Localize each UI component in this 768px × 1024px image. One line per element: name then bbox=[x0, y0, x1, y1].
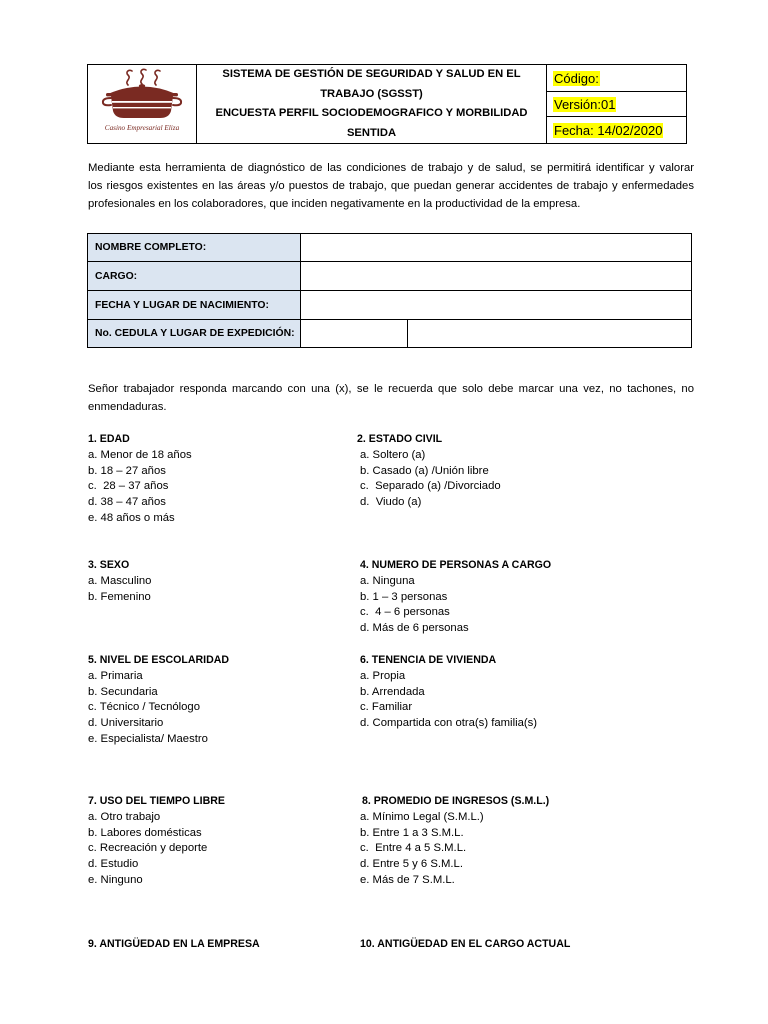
identification-row-nacimiento bbox=[88, 291, 692, 320]
nombre-completo-label: NOMBRE COMPLETO: bbox=[88, 234, 301, 262]
question-title: 8. PROMEDIO DE INGRESOS (S.M.L.) bbox=[362, 795, 550, 807]
pot-lid bbox=[108, 87, 176, 95]
question-estado-civil bbox=[357, 432, 501, 511]
option-item: b. 1 – 3 personas bbox=[360, 590, 448, 603]
option-item: b. 18 – 27 años bbox=[88, 464, 166, 477]
option-item: c. Recreación y deporte bbox=[88, 842, 208, 855]
question-title: 1. EDAD bbox=[88, 433, 130, 445]
option-item: a. Propia bbox=[360, 669, 406, 682]
option-item: c. Separado (a) /Divorciado bbox=[360, 480, 501, 493]
cedula-number-value bbox=[301, 320, 408, 348]
intro-line: Mediante esta herramienta de diagnóstico de las condiciones de trabajo y de salud, se permitirá identificar y valorar bbox=[88, 162, 694, 174]
question-title: 2. ESTADO CIVIL bbox=[357, 433, 443, 445]
company-logo bbox=[98, 66, 186, 140]
option-item: c. Técnico / Tecnólogo bbox=[88, 701, 200, 714]
option-item: d. 38 – 47 años bbox=[88, 496, 166, 509]
question-title: 6. TENENCIA DE VIVIENDA bbox=[360, 654, 497, 666]
option-item: b. Entre 1 a 3 S.M.L. bbox=[360, 826, 464, 839]
document-subtitle: ENCUESTA PERFIL SOCIODEMOGRAFICO Y MORBILIDAD SENTIDA bbox=[215, 107, 528, 139]
pot-handle-right bbox=[173, 98, 181, 105]
option-item: e. Más de 7 S.M.L. bbox=[360, 873, 455, 886]
option-item: e. Ninguno bbox=[88, 873, 143, 886]
document-version-row bbox=[547, 92, 686, 117]
question-antiguedad-empresa bbox=[88, 937, 260, 953]
intro-line: profesionales en los colaboradores, que inciden negativamente en la productividad de la empresa. bbox=[88, 198, 581, 210]
question-title: 9. ANTIGÜEDAD EN LA EMPRESA bbox=[88, 938, 260, 950]
question-title: 10. ANTIGÜEDAD EN EL CARGO ACTUAL bbox=[360, 938, 571, 950]
identification-row-cedula bbox=[88, 320, 692, 348]
steam-swirl bbox=[127, 70, 132, 85]
question-personas-a-cargo bbox=[360, 558, 551, 637]
question-edad bbox=[88, 432, 192, 527]
pot-stripe bbox=[112, 101, 172, 103]
document-title: SISTEMA DE GESTIÓN DE SEGURIDAD Y SALUD EN EL TRABAJO (SGSST) bbox=[222, 68, 521, 100]
question-sexo bbox=[88, 558, 151, 605]
logo-text: Casino Empresarial Eliza bbox=[104, 124, 180, 132]
option-item: b. Labores domésticas bbox=[88, 826, 202, 839]
instructions-line: enmendaduras. bbox=[88, 401, 167, 413]
cedula-lugar-expedicion-value bbox=[408, 320, 692, 348]
logo-cell bbox=[88, 65, 197, 143]
pot-stripe bbox=[113, 107, 171, 108]
option-item: b. Femenino bbox=[88, 590, 151, 603]
option-item: d. Más de 6 personas bbox=[360, 622, 469, 635]
header-meta-cell bbox=[547, 65, 686, 143]
option-item: d. Compartida con otra(s) familia(s) bbox=[360, 717, 538, 730]
fecha-lugar-nacimiento-value bbox=[301, 291, 692, 320]
pot-rim bbox=[106, 93, 178, 96]
intro-paragraph bbox=[88, 159, 694, 213]
option-item: a. Otro trabajo bbox=[88, 810, 161, 823]
document-code-row bbox=[547, 65, 686, 92]
nombre-completo-value bbox=[301, 234, 692, 262]
instructions-line: Señor trabajador responda marcando con una (x), se le recuerda que solo debe marcar una vez, no tachones, no bbox=[88, 383, 694, 395]
question-title: 5. NIVEL DE ESCOLARIDAD bbox=[88, 654, 230, 666]
option-item: a. Mínimo Legal (S.M.L.) bbox=[360, 810, 484, 823]
option-item: d. Estudio bbox=[88, 858, 139, 871]
option-item: b. Arrendada bbox=[360, 685, 425, 698]
instructions-paragraph bbox=[88, 380, 694, 416]
fecha-lugar-nacimiento-label: FECHA Y LUGAR DE NACIMIENTO: bbox=[88, 291, 301, 320]
question-title: 3. SEXO bbox=[88, 559, 130, 571]
steam-swirl bbox=[141, 69, 146, 84]
header-table bbox=[87, 64, 687, 144]
document-code: Código: bbox=[554, 70, 599, 86]
option-item: d. Entre 5 y 6 S.M.L. bbox=[360, 858, 463, 871]
option-item: e. Especialista/ Maestro bbox=[88, 732, 208, 745]
option-item: a. Menor de 18 años bbox=[88, 448, 192, 461]
option-item: d. Universitario bbox=[88, 717, 164, 730]
cargo-label: CARGO: bbox=[88, 262, 301, 291]
question-title: 7. USO DEL TIEMPO LIBRE bbox=[88, 795, 225, 807]
cargo-value bbox=[301, 262, 692, 291]
option-item: b. Casado (a) /Unión libre bbox=[360, 464, 489, 477]
option-item: c. Entre 4 a 5 S.M.L. bbox=[360, 842, 467, 855]
document-date-row bbox=[547, 117, 686, 143]
option-item: b. Secundaria bbox=[88, 685, 158, 698]
intro-line: los riesgos existentes en las áreas y/o puestos de trabajo, que puedan generar accidentes de trabajo y enfermedades bbox=[88, 180, 694, 192]
cooking-pot-icon bbox=[103, 69, 181, 118]
identification-row-nombre bbox=[88, 234, 692, 262]
identification-table bbox=[87, 233, 692, 348]
option-item: c. 4 – 6 personas bbox=[360, 606, 450, 619]
steam-swirl bbox=[155, 70, 160, 85]
question-promedio-ingresos bbox=[360, 794, 549, 889]
pot-handle-left bbox=[103, 98, 111, 105]
question-tenencia-vivienda bbox=[360, 653, 537, 732]
question-title: 4. NUMERO DE PERSONAS A CARGO bbox=[360, 559, 552, 571]
question-escolaridad bbox=[88, 653, 229, 748]
document-version: Versión:01 bbox=[554, 96, 616, 112]
option-item: a. Primaria bbox=[88, 669, 143, 682]
option-item: a. Masculino bbox=[88, 574, 152, 587]
option-item: e. 48 años o más bbox=[88, 511, 175, 524]
question-antiguedad-cargo bbox=[360, 937, 570, 953]
identification-row-cargo bbox=[88, 262, 692, 291]
header-title-cell bbox=[197, 65, 547, 143]
cedula-expedicion-label: No. CEDULA Y LUGAR DE EXPEDICIÓN: bbox=[88, 320, 301, 348]
document-date: Fecha: 14/02/2020 bbox=[554, 122, 663, 138]
option-item: a. Soltero (a) bbox=[360, 448, 426, 461]
option-item: d. Viudo (a) bbox=[360, 496, 422, 509]
option-item: c. Familiar bbox=[360, 701, 413, 714]
question-tiempo-libre bbox=[88, 794, 225, 889]
option-item: c. 28 – 37 años bbox=[88, 480, 169, 493]
option-item: a. Ninguna bbox=[360, 574, 415, 587]
